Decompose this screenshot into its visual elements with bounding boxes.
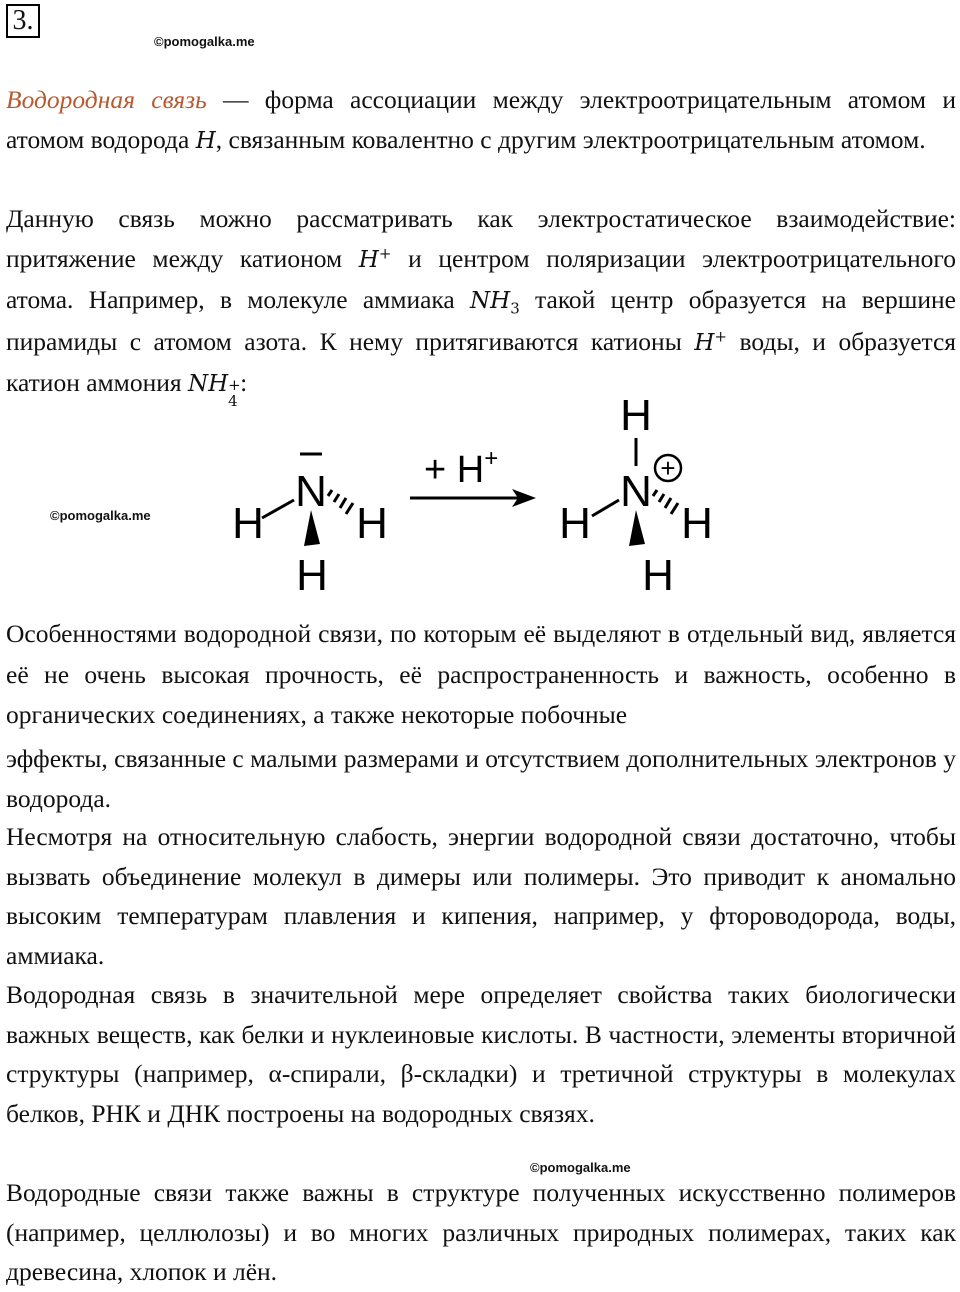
paragraph-features: Особенностями водородной связи, по которым её выделяют в отдельный вид, является её не очень высокая прочность, её распространенность и важность, особенно в органических соединениях, а также некоторые побочные [6, 619, 956, 729]
p2-text-b: и центром поляризации электроотрицательного атома. Например, в молекуле аммиака [6, 243, 956, 314]
term-hydrogen-bond: Водородная связь [6, 85, 207, 114]
right-h-right: H [681, 499, 713, 548]
right-n-atom: N [620, 467, 652, 516]
watermark-diagram: ©pomogalka.me [50, 508, 151, 523]
formula-h-plus-2: H+ [694, 326, 727, 356]
watermark-bottom: ©pomogalka.me [530, 1160, 631, 1175]
left-bond-h-left [262, 500, 294, 518]
formula-nh4-plus: NH + 4 [187, 371, 241, 410]
p2-text-d: воды, и образуется катион аммония [6, 326, 957, 397]
left-h-left: H [232, 499, 264, 548]
positive-charge-sign: + [660, 453, 676, 483]
paragraph-polymers: Водородные связи также важны в структуре полученных искусственно полимеров (например, целлюлозы) и во многих различных природных полимерах, таких как древесина, хлопок и лён. [6, 1178, 956, 1286]
right-bond-h-left [592, 500, 619, 516]
right-h-bottom: H [642, 551, 674, 600]
right-hashed-bond [653, 490, 678, 514]
formula-h-plus: H+ [358, 243, 392, 273]
symbol-h: H [195, 127, 216, 154]
left-h-right: H [356, 499, 388, 548]
p2-text-a: Данную связь можно рассматривать как электростатическое взаимодействие: притяжение между катионом [6, 204, 956, 273]
paragraph-electrostatic [6, 199, 957, 410]
paragraph-biology: Водородная связь в значительной мере определяет свойства таких биологически важных веществ, как белки и нуклеиновые кислоты. В частности, элементы вторичной структуры (например, α-спирали, β-складки) и третичной структуры в молекулах белков, РНК и ДНК построены на водородных связях. [6, 980, 956, 1128]
left-hashed-bond [328, 490, 353, 514]
right-h-top: H [620, 396, 652, 440]
p2-text-e: : [240, 368, 248, 397]
ammonia-protonation-diagram [200, 396, 740, 606]
p1-text-a: — форма ассоциации между электроотрицательным атомом и атомом водорода [6, 85, 956, 154]
formula-nh3: $NH_3$ [470, 288, 520, 318]
task-number: 3. [6, 4, 40, 38]
right-h-left: H [559, 499, 591, 548]
paragraph-definition [6, 80, 956, 161]
arrow-label: + H+ [424, 445, 499, 491]
left-n-atom: N [295, 467, 327, 516]
watermark-top: ©pomogalka.me [154, 34, 255, 49]
p2-text-c: такой центр образуется на вершине пирамиды с атомом азота. К нему притягиваются катионы [6, 285, 956, 356]
paragraph-dimers: Несмотря на относительную слабость, энергии водородной связи достаточно, чтобы вызвать объединение молекул в димеры или полимеры. Это приводит к аномально высоким температурам плавления и кипения, например, у фтороводорода, воды, аммиака. [6, 822, 956, 970]
p1-text-b: , связанным ковалентно с другим электроотрицательным атомом. [215, 124, 926, 154]
left-h-bottom: H [296, 551, 328, 600]
paragraph-features-continued: эффекты, связанные с малыми размерами и отсутствием дополнительных электронов у водорода. [6, 744, 956, 813]
